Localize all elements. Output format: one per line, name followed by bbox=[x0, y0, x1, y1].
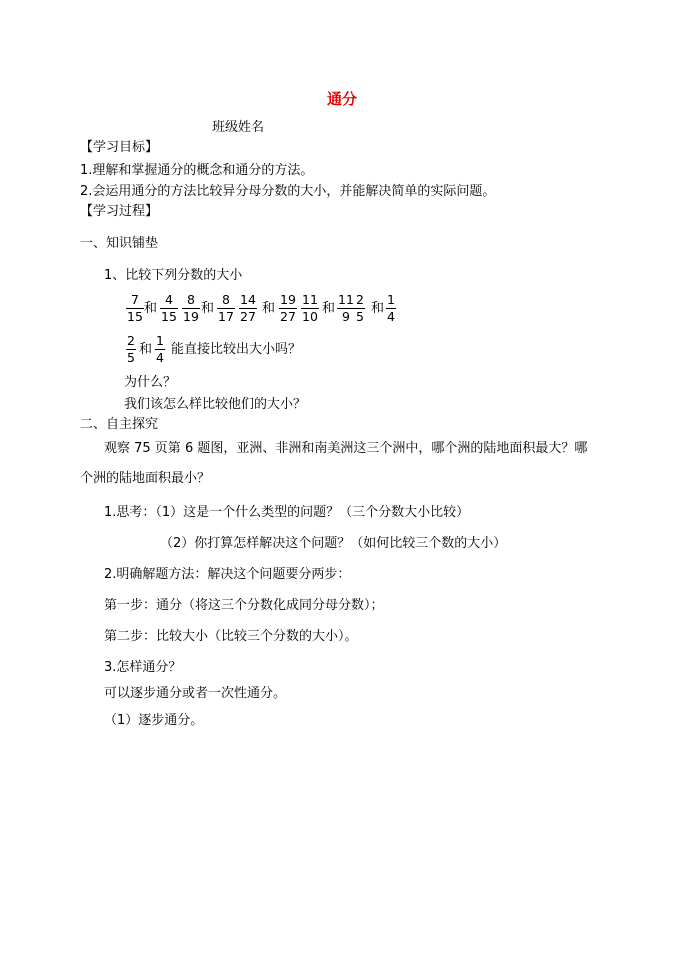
think-question-1: 1.思考：（1）这是一个什么类型的问题？（三个分数大小比较） bbox=[104, 505, 470, 520]
question-compare-fractions: 1、比较下列分数的大小 bbox=[104, 268, 243, 283]
numerator: 4 bbox=[164, 292, 173, 307]
numerator: 11 bbox=[338, 292, 354, 307]
intro-paragraph-line: 观察 75 页第 6 题图，亚洲、非洲和南美洲这三个洲中，哪个洲的陆地面积最大？哪 bbox=[104, 441, 588, 456]
intro-paragraph-line: 个洲的陆地面积最小？ bbox=[80, 471, 211, 486]
denominator: 15 bbox=[161, 309, 177, 324]
fraction bbox=[386, 293, 396, 324]
denominator: 19 bbox=[183, 309, 199, 324]
connector-he: 和 bbox=[322, 301, 336, 316]
ways-line: 可以逐步通分或者一次性通分。 bbox=[104, 686, 287, 701]
how-to-tongfen: 3.怎样通分？ bbox=[104, 660, 182, 675]
connector-he: 和 bbox=[262, 301, 276, 316]
part1-heading: 一、知识铺垫 bbox=[80, 236, 159, 251]
step-two: 第二步：比较大小（比较三个分数的大小）。 bbox=[104, 629, 358, 644]
fraction bbox=[217, 293, 235, 324]
numerator: 8 bbox=[186, 292, 195, 307]
part2-heading: 二、自主探究 bbox=[80, 417, 159, 432]
denominator: 9 bbox=[341, 309, 350, 324]
how-question: 我们该怎么样比较他们的大小？ bbox=[124, 397, 307, 412]
section-goals-heading: 【学习目标】 bbox=[80, 140, 159, 155]
denominator: 27 bbox=[240, 309, 256, 324]
denominator: 27 bbox=[280, 309, 296, 324]
fraction bbox=[355, 293, 365, 324]
class-name-line: 班级姓名 bbox=[212, 120, 265, 135]
section-process-heading: 【学习过程】 bbox=[80, 204, 159, 219]
denominator: 10 bbox=[302, 309, 318, 324]
numerator: 2 bbox=[127, 333, 135, 348]
step-one: 第一步：通分（将这三个分数化成同分母分数）； bbox=[104, 598, 384, 613]
fraction bbox=[279, 293, 297, 324]
think-question-2: （2）你打算怎样解决这个问题？（如何比较三个数的大小） bbox=[160, 536, 507, 551]
fraction bbox=[337, 293, 355, 324]
numerator: 2 bbox=[356, 292, 364, 307]
numerator: 11 bbox=[302, 292, 318, 307]
goal-item: 1.理解和掌握通分的概念和通分的方法。 bbox=[80, 163, 314, 178]
why-question: 为什么？ bbox=[124, 375, 177, 390]
denominator: 4 bbox=[156, 350, 164, 365]
denominator: 5 bbox=[127, 350, 135, 365]
goal-item: 2.会运用通分的方法比较异分母分数的大小，并能解决简单的实际问题。 bbox=[80, 184, 496, 199]
numerator: 14 bbox=[240, 292, 256, 307]
fraction bbox=[239, 293, 257, 324]
page-title: 通分 bbox=[327, 90, 358, 108]
denominator: 4 bbox=[387, 309, 395, 324]
fraction bbox=[126, 334, 136, 365]
fraction bbox=[301, 293, 319, 324]
direct-compare-question: 能直接比较出大小吗？ bbox=[171, 342, 302, 357]
connector-he: 和 bbox=[201, 301, 215, 316]
fraction bbox=[182, 293, 200, 324]
numerator: 1 bbox=[156, 333, 164, 348]
denominator: 17 bbox=[218, 309, 234, 324]
fraction bbox=[155, 334, 165, 365]
connector-he: 和 bbox=[371, 301, 385, 316]
numerator: 7 bbox=[130, 292, 139, 307]
numerator: 8 bbox=[221, 292, 230, 307]
denominator: 15 bbox=[127, 309, 143, 324]
numerator: 1 bbox=[387, 292, 395, 307]
denominator: 5 bbox=[356, 309, 364, 324]
fraction bbox=[160, 293, 178, 324]
fraction bbox=[126, 293, 144, 324]
connector-he: 和 bbox=[139, 342, 153, 357]
method-line: 2.明确解题方法：解决这个问题要分两步： bbox=[104, 567, 351, 582]
numerator: 19 bbox=[280, 292, 296, 307]
step-by-step-line: （1）逐步通分。 bbox=[104, 713, 204, 728]
connector-he: 和 bbox=[144, 301, 158, 316]
